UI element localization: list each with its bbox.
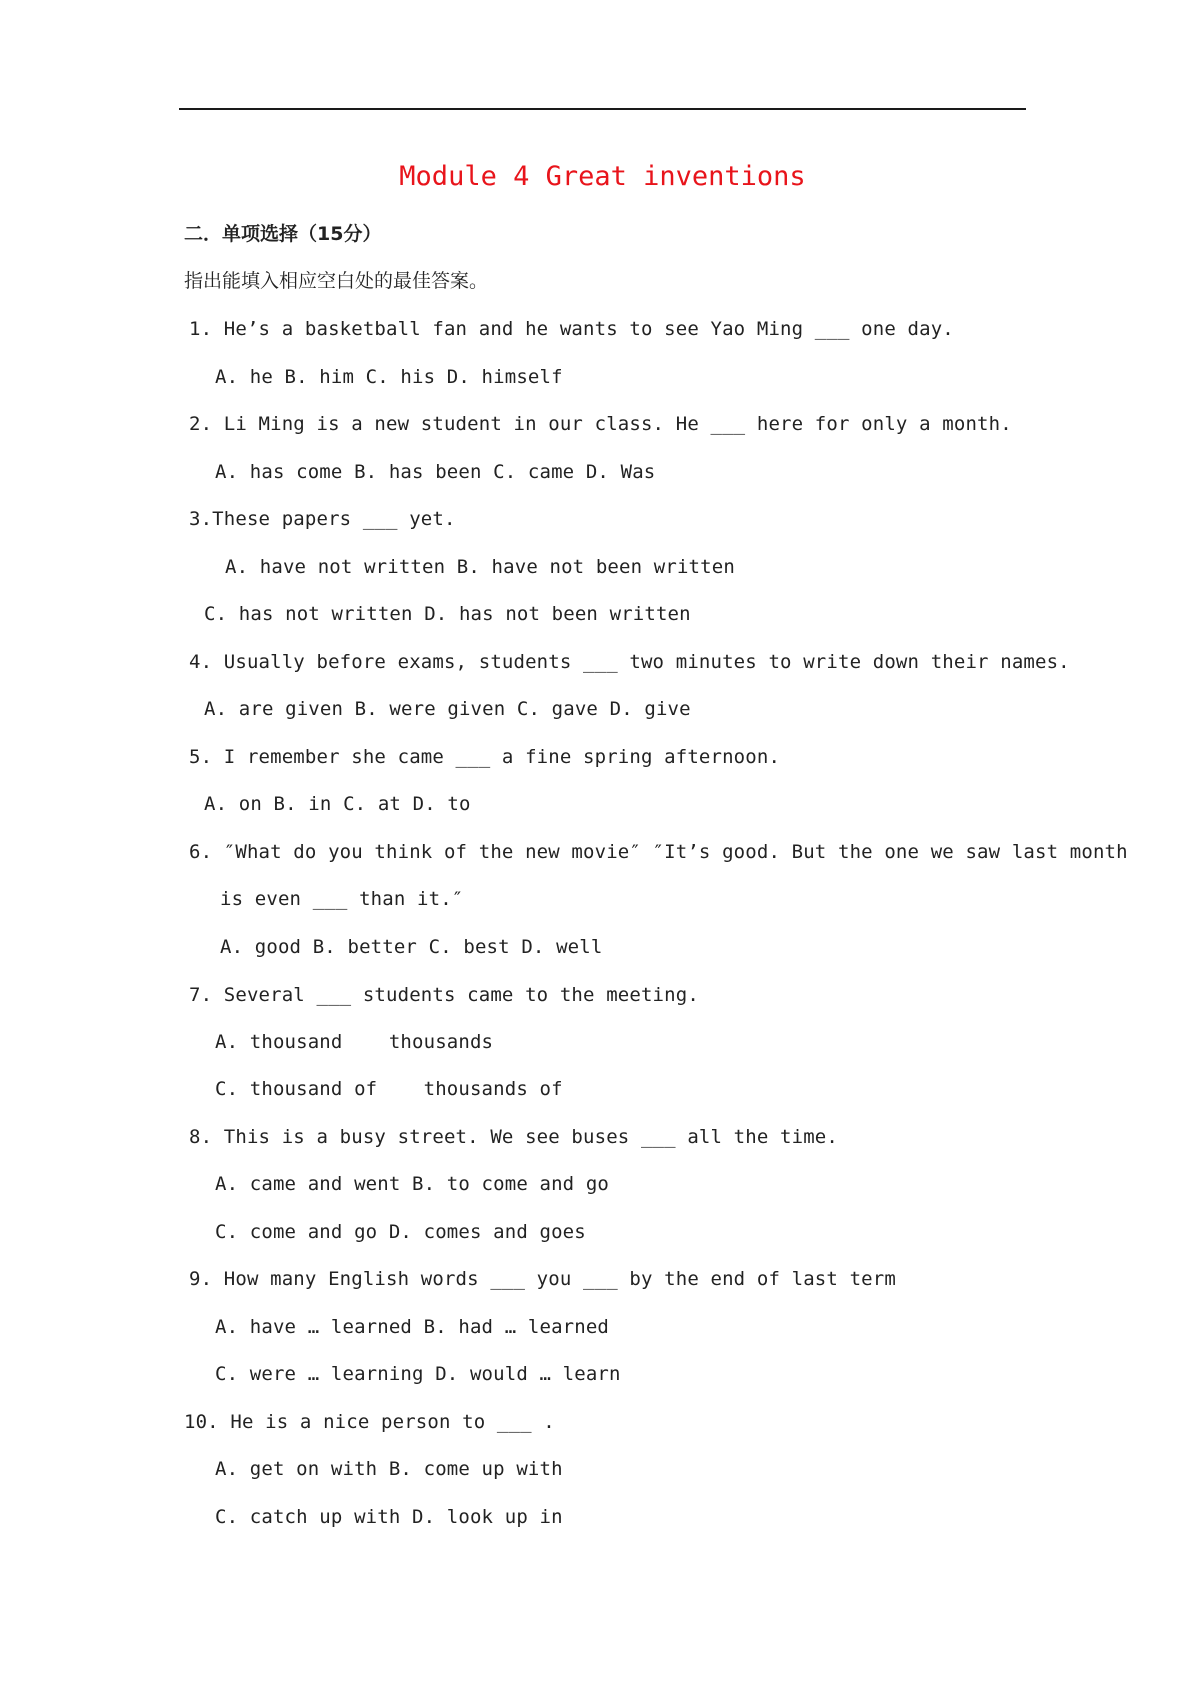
question-10-stem: 10. He is a nice person to ___ .: [184, 1411, 555, 1433]
question-10-options-ab: A. get on with B. come up with: [215, 1458, 563, 1480]
question-10-options-cd: C. catch up with D. look up in: [215, 1506, 563, 1528]
question-8-options-ab: A. came and went B. to come and go: [215, 1173, 610, 1195]
section-heading: 二．单项选择（15分）: [184, 223, 382, 245]
question-2-stem: 2. Li Ming is a new student in our class. He ___ here for only a month.: [189, 413, 1012, 435]
page-title: Module 4 Great inventions: [399, 161, 806, 192]
question-3-options-cd: C. has not written D. has not been written: [204, 603, 691, 625]
question-6-stem-continued: is even ___ than it.″: [220, 888, 464, 910]
question-1-stem: 1. He’s a basketball fan and he wants to see Yao Ming ___ one day.: [189, 318, 954, 340]
question-5-options: A. on B. in C. at D. to: [204, 793, 471, 815]
question-9-options-ab: A. have … learned B. had … learned: [215, 1316, 610, 1338]
question-2-options: A. has come B. has been C. came D. Was: [215, 461, 656, 483]
question-7-stem: 7. Several ___ students came to the meeting.: [189, 984, 699, 1006]
question-9-stem: 9. How many English words ___ you ___ by the end of last term: [189, 1268, 896, 1290]
question-6-options: A. good B. better C. best D. well: [220, 936, 603, 958]
question-7-options-cd: C. thousand of thousands of: [215, 1078, 563, 1100]
question-6-stem: 6. ″What do you think of the new movie″ ″It’s good. But the one we saw last month: [189, 841, 1128, 863]
question-3-stem: 3.These papers ___ yet.: [189, 508, 456, 530]
question-5-stem: 5. I remember she came ___ a fine spring afternoon.: [189, 746, 781, 768]
question-8-options-cd: C. come and go D. comes and goes: [215, 1221, 586, 1243]
question-1-options: A. he B. him C. his D. himself: [215, 366, 563, 388]
header-rule: [179, 108, 1026, 110]
question-9-options-cd: C. were … learning D. would … learn: [215, 1363, 621, 1385]
question-7-options-ab: A. thousand thousands: [215, 1031, 494, 1053]
question-8-stem: 8. This is a busy street. We see buses ___ all the time.: [189, 1126, 838, 1148]
question-4-stem: 4. Usually before exams, students ___ two minutes to write down their names.: [189, 651, 1070, 673]
question-3-options-ab: A. have not written B. have not been written: [225, 556, 735, 578]
question-4-options: A. are given B. were given C. gave D. give: [204, 698, 691, 720]
instruction-text: 指出能填入相应空白处的最佳答案。: [184, 270, 489, 292]
